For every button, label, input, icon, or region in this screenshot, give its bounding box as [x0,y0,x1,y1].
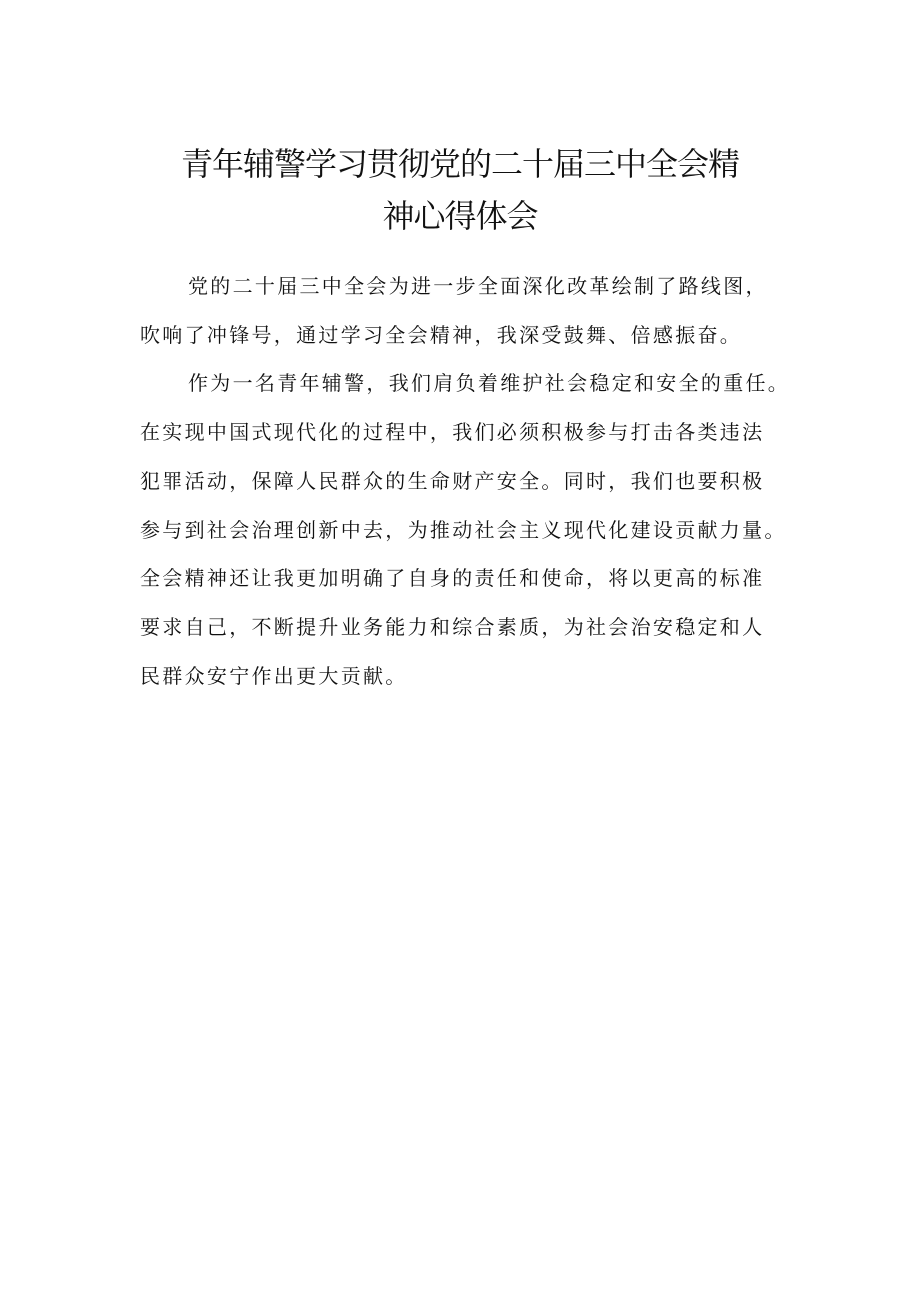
paragraph-2 [140,359,792,700]
document-body [140,262,792,700]
title-line-1: 青年辅警学习贯彻党的二十届三中全会精 [180,145,739,183]
paragraph-line: 党的二十届三中全会为进一步全面深化改革绘制了路线图， [188,274,768,298]
title-line-2: 神心得体会 [382,197,538,235]
paragraph-line: 在实现中国式现代化的过程中，我们必须积极参与打击各类违法 [140,420,765,445]
paragraph-line: 全会精神还让我更加明确了自身的责任和使命，将以更高的标准 [140,566,765,591]
paragraph-line: 犯罪活动，保障人民群众的生命财产安全。同时，我们也要积极 [140,468,765,493]
paragraph-line: 吹响了冲锋号，通过学习全会精神，我深受鼓舞、倍感振奋。 [140,322,743,347]
paragraph-line: 参与到社会治理创新中去，为推动社会主义现代化建设贡献力量。 [140,517,787,542]
paragraph-line: 民群众安宁作出更大贡献。 [140,663,408,688]
document-title [130,138,790,242]
paragraph-1 [140,262,792,359]
paragraph-line: 要求自己，不断提升业务能力和综合素质，为社会治安稳定和人 [140,614,765,639]
paragraph-line: 作为一名青年辅警，我们肩负着维护社会稳定和安全的重任。 [188,371,791,396]
